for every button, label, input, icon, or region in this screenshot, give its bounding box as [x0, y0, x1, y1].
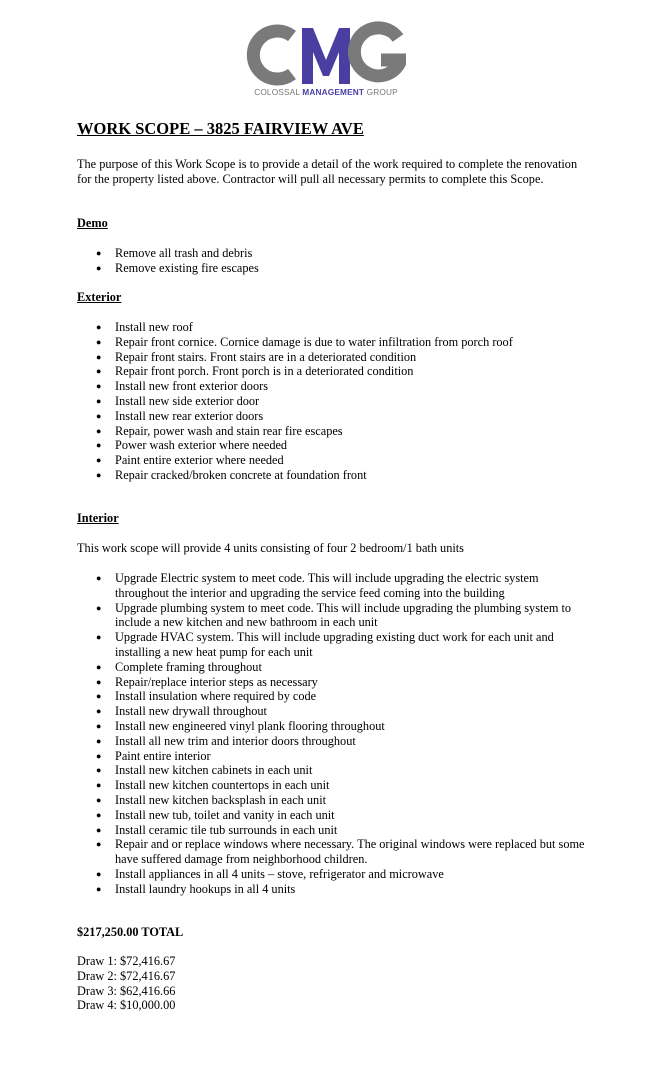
interior-heading: Interior — [77, 511, 119, 525]
list-item: ● Complete framing throughout — [77, 660, 587, 675]
list-item: ● Install new side exterior door — [77, 394, 587, 409]
list-item: ● Install new kitchen cabinets in each unit — [77, 763, 587, 778]
list-item: ● Install new drywall throughout — [77, 704, 587, 719]
draw-line: Draw 2: $72,416.67 — [77, 968, 176, 983]
list-item: ● Upgrade Electric system to meet code. This will include upgrading the electric system throughout the interior and upgrading the service feed coming into the building — [77, 571, 587, 601]
exterior-heading: Exterior — [77, 290, 122, 304]
list-item: ● Paint entire exterior where needed — [77, 453, 587, 468]
draw-line: Draw 4: $10,000.00 — [77, 998, 176, 1013]
list-item: ● Remove all trash and debris — [77, 246, 587, 261]
list-item: ● Repair front cornice. Cornice damage is due to water infiltration from porch roof — [77, 335, 587, 350]
demo-heading: Demo — [77, 216, 108, 230]
list-item: ● Repair cracked/broken concrete at foundation front — [77, 468, 587, 483]
draw-line: Draw 3: $62,416.66 — [77, 983, 176, 998]
intro-paragraph: The purpose of this Work Scope is to provide a detail of the work required to complete the renovation for the property listed above. Contractor will pull all necessary permits to complete this Scope. — [77, 157, 578, 186]
list-item: ● Install insulation where required by code — [77, 689, 587, 704]
list-item: ● Install new tub, toilet and vanity in each unit — [77, 808, 587, 823]
list-item: ● Paint entire interior — [77, 749, 587, 764]
total-amount: $217,250.00 TOTAL — [77, 925, 184, 939]
list-item: ● Remove existing fire escapes — [77, 261, 587, 276]
document-title: WORK SCOPE – 3825 FAIRVIEW AVE — [77, 119, 364, 138]
list-item: ● Install new kitchen backsplash in each unit — [77, 793, 587, 808]
list-item: ● Install all new trim and interior doors throughout — [77, 734, 587, 749]
list-item: ● Install new front exterior doors — [77, 379, 587, 394]
list-item: ● Repair front porch. Front porch is in a deteriorated condition — [77, 364, 587, 379]
logo-letter-g — [354, 28, 401, 76]
company-logo — [0, 0, 651, 104]
list-item: ● Repair and or replace windows where necessary. The original windows were replaced but some have suffered damage from neighborhood children. — [77, 837, 587, 867]
list-item: ● Install new roof — [77, 320, 587, 335]
interior-intro: This work scope will provide 4 units consisting of four 2 bedroom/1 bath units — [77, 541, 464, 555]
list-item: ● Repair, power wash and stain rear fire escapes — [77, 424, 587, 439]
list-item: ● Install ceramic tile tub surrounds in each unit — [77, 823, 587, 838]
list-item: ● Power wash exterior where needed — [77, 438, 587, 453]
logo-letter-m — [302, 28, 350, 84]
logo-letter-c — [253, 31, 292, 79]
logo-tagline: COLOSSAL MANAGEMENT GROUP — [254, 87, 398, 97]
list-item: ● Install laundry hookups in all 4 units — [77, 882, 587, 897]
draw-line: Draw 1: $72,416.67 — [77, 954, 176, 968]
list-item: ● Install new kitchen countertops in each unit — [77, 778, 587, 793]
list-item: ● Repair/replace interior steps as necessary — [77, 675, 587, 690]
interior-list — [77, 571, 587, 897]
list-item: ● Install new engineered vinyl plank flooring throughout — [77, 719, 587, 734]
list-item: ● Install new rear exterior doors — [77, 409, 587, 424]
draw-schedule — [77, 954, 175, 1013]
list-item: ● Install appliances in all 4 units – stove, refrigerator and microwave — [77, 867, 587, 882]
list-item: ● Repair front stairs. Front stairs are in a deteriorated condition — [77, 350, 587, 365]
exterior-list — [77, 320, 587, 483]
demo-list — [77, 246, 587, 276]
list-item: ● Upgrade HVAC system. This will include upgrading existing duct work for each unit and installing a new heat pump for each unit — [77, 630, 587, 660]
list-item: ● Upgrade plumbing system to meet code. This will include upgrading the plumbing system to include a new kitchen and new bathroom in each unit — [77, 601, 587, 631]
cmg-logo-mark — [246, 20, 406, 90]
